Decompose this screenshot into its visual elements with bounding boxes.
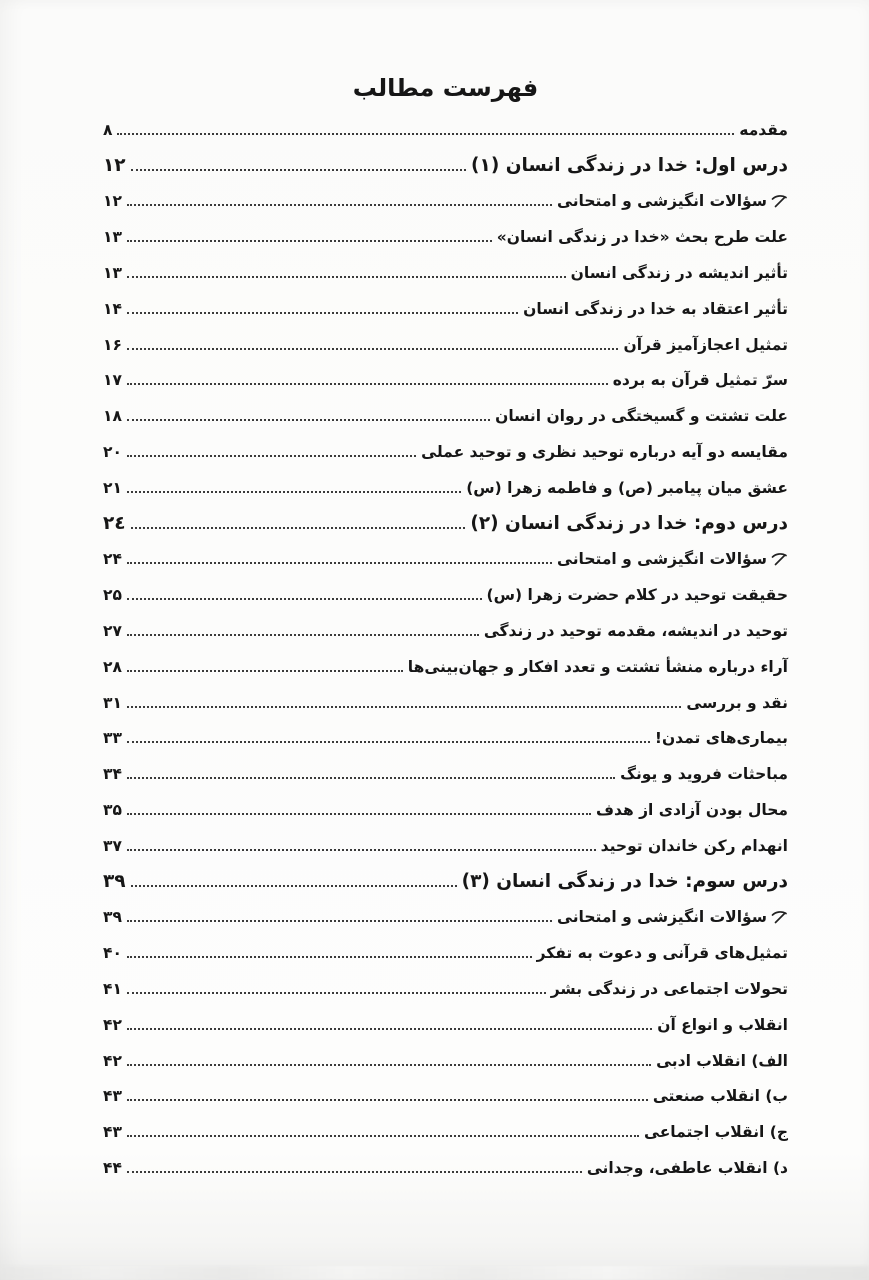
entry-page-number: ۱۲ bbox=[103, 155, 126, 177]
entry-page-number: ۲۰ bbox=[103, 443, 122, 462]
entry-title: بیماری‌های تمدن! bbox=[654, 729, 788, 748]
entry-title: محال بودن آزادی از هدف bbox=[596, 801, 788, 820]
entry-page-number: ۲۵ bbox=[103, 586, 122, 605]
entry-title: علت طرح بحث «خدا در زندگی انسان» bbox=[496, 228, 788, 247]
toc-entry-row bbox=[103, 935, 788, 971]
dotted-leader bbox=[127, 348, 619, 350]
toc-entry-row bbox=[103, 792, 788, 828]
toc-entry-row bbox=[103, 828, 788, 864]
entry-title: تحولات اجتماعی در زندگی بشر bbox=[550, 980, 788, 999]
dotted-leader bbox=[127, 634, 479, 636]
entry-page-number: ۱۳ bbox=[103, 228, 122, 247]
entry-title: عشق میان پیامبر (ص) و فاطمه زهرا (س) bbox=[466, 478, 788, 497]
toc-list bbox=[103, 112, 788, 1186]
toc-entry-row bbox=[103, 613, 788, 649]
entry-title: آراء درباره منشأ تشتت و تعدد افکار و جهان‌بینی‌ها bbox=[407, 657, 788, 676]
dotted-leader bbox=[127, 204, 552, 206]
toc-entry-row bbox=[103, 900, 788, 936]
dotted-leader bbox=[127, 670, 403, 672]
dotted-leader bbox=[127, 956, 532, 958]
toc-entry-row bbox=[103, 506, 788, 542]
toc-entry-row bbox=[103, 434, 788, 470]
toc-entry-row bbox=[103, 864, 788, 900]
entry-title: مقدمه bbox=[739, 120, 788, 139]
entry-page-number: ۲۷ bbox=[103, 622, 122, 641]
dotted-leader bbox=[127, 920, 552, 922]
toc-entry-row bbox=[103, 721, 788, 757]
entry-page-number: ۳۵ bbox=[103, 801, 122, 820]
entry-title: علت تشتت و گسیختگی در روان انسان bbox=[495, 407, 788, 426]
dotted-leader bbox=[127, 1028, 652, 1030]
dotted-leader bbox=[127, 741, 650, 743]
entry-title: مقایسه دو آیه درباره توحید نظری و توحید عملی bbox=[421, 443, 788, 462]
entry-title: ج) انقلاب اجتماعی bbox=[644, 1123, 788, 1142]
entry-page-number: ۴۳ bbox=[103, 1123, 122, 1142]
toc-entry-row bbox=[103, 1079, 788, 1115]
dotted-leader bbox=[127, 491, 461, 493]
toc-entry-row bbox=[103, 542, 788, 578]
scan-edge-artifact bbox=[0, 1266, 869, 1280]
dotted-leader bbox=[127, 1064, 651, 1066]
entry-title: تأثیر اعتقاد به خدا در زندگی انسان bbox=[523, 299, 788, 318]
entry-title: سؤالات انگیزشی و امتحانی bbox=[557, 908, 767, 927]
entry-page-number: ۲۴ bbox=[103, 550, 122, 569]
table-of-contents bbox=[103, 74, 788, 1186]
entry-page-number: ۲٤ bbox=[103, 513, 126, 535]
entry-title: انهدام رکن خاندان توحید bbox=[600, 836, 788, 855]
toc-entry-row bbox=[103, 756, 788, 792]
entry-title: سرّ تمثیل قرآن به برده bbox=[612, 371, 788, 390]
entry-page-number: ۴۰ bbox=[103, 944, 122, 963]
entry-page-number: ۴۴ bbox=[103, 1159, 122, 1177]
pen-flourish-icon bbox=[771, 552, 788, 566]
entry-page-number: ۳۹ bbox=[103, 908, 122, 927]
entry-page-number: ۱۸ bbox=[103, 407, 122, 426]
entry-page-number: ۱۲ bbox=[103, 192, 122, 211]
dotted-leader bbox=[127, 383, 608, 385]
pen-flourish-icon bbox=[771, 194, 788, 208]
dotted-leader bbox=[127, 312, 518, 314]
entry-page-number: ۴۲ bbox=[103, 1015, 122, 1034]
entry-title: تمثیل اعجازآمیز قرآن bbox=[623, 335, 788, 354]
entry-title: تأثیر اندیشه در زندگی انسان bbox=[570, 264, 788, 283]
entry-page-number: ۳۳ bbox=[103, 729, 122, 748]
entry-title: درس اول: خدا در زندگی انسان (۱) bbox=[471, 155, 788, 177]
entry-title: سؤالات انگیزشی و امتحانی bbox=[557, 192, 767, 211]
dotted-leader bbox=[117, 133, 734, 135]
dotted-leader bbox=[127, 849, 596, 851]
entry-title: سؤالات انگیزشی و امتحانی bbox=[557, 550, 767, 569]
pen-flourish-icon bbox=[771, 910, 788, 924]
entry-page-number: ۸ bbox=[103, 120, 113, 139]
entry-page-number: ۴۳ bbox=[103, 1087, 122, 1106]
entry-page-number: ۴۱ bbox=[103, 980, 122, 999]
entry-page-number: ۳۱ bbox=[103, 693, 122, 712]
entry-page-number: ۲۸ bbox=[103, 657, 122, 676]
toc-entry-row bbox=[103, 685, 788, 721]
toc-entry-row bbox=[103, 1043, 788, 1079]
entry-title: حقیقت توحید در کلام حضرت زهرا (س) bbox=[486, 586, 788, 605]
page-title: فهرست مطالب bbox=[352, 74, 539, 102]
dotted-leader bbox=[127, 813, 591, 815]
toc-entry-row bbox=[103, 1007, 788, 1043]
toc-entry-row bbox=[103, 1114, 788, 1150]
dotted-leader bbox=[127, 455, 416, 457]
toc-entry-row bbox=[103, 112, 788, 148]
dotted-leader bbox=[127, 562, 552, 564]
dotted-leader bbox=[127, 419, 490, 421]
entry-page-number: ۱۷ bbox=[103, 371, 122, 390]
entry-title: درس دوم: خدا در زندگی انسان (۲) bbox=[470, 513, 788, 535]
entry-title: تمثیل‌های قرآنی و دعوت به تفکر bbox=[536, 944, 788, 963]
entry-title: ب) انقلاب صنعتی bbox=[652, 1087, 788, 1106]
toc-entry-row bbox=[103, 398, 788, 434]
dotted-leader bbox=[127, 240, 492, 242]
toc-entry-row bbox=[103, 219, 788, 255]
toc-entry-row bbox=[103, 470, 788, 506]
toc-entry-row bbox=[103, 255, 788, 291]
entry-page-number: ۱۶ bbox=[103, 335, 122, 354]
entry-page-number: ۴۲ bbox=[103, 1051, 122, 1070]
dotted-leader bbox=[127, 777, 615, 779]
entry-title: نقد و بررسی bbox=[686, 693, 788, 712]
entry-page-number: ۳۴ bbox=[103, 765, 122, 784]
dotted-leader bbox=[127, 598, 482, 600]
entry-title: توحید در اندیشه، مقدمه توحید در زندگی bbox=[483, 622, 788, 641]
toc-entry-row bbox=[103, 291, 788, 327]
dotted-leader bbox=[131, 527, 466, 529]
dotted-leader bbox=[127, 276, 566, 278]
dotted-leader bbox=[131, 169, 466, 171]
toc-entry-row bbox=[103, 577, 788, 613]
toc-entry-row bbox=[103, 649, 788, 685]
dotted-leader bbox=[127, 1171, 582, 1173]
entry-title: درس سوم: خدا در زندگی انسان (۳) bbox=[461, 871, 788, 893]
toc-entry-row bbox=[103, 971, 788, 1007]
entry-title: انقلاب و انواع آن bbox=[657, 1015, 788, 1034]
entry-title: مباحثات فروید و یونگ bbox=[620, 765, 788, 784]
dotted-leader bbox=[127, 706, 681, 708]
entry-page-number: ۳۹ bbox=[103, 871, 126, 893]
dotted-leader bbox=[127, 1135, 639, 1137]
dotted-leader bbox=[131, 885, 457, 887]
entry-page-number: ۱۴ bbox=[103, 299, 122, 318]
entry-page-number: ۲۱ bbox=[103, 478, 122, 497]
toc-entry-row bbox=[103, 184, 788, 220]
toc-entry-row bbox=[103, 327, 788, 363]
entry-title: د) انقلاب عاطفی، وجدانی bbox=[586, 1159, 788, 1177]
toc-entry-row bbox=[103, 363, 788, 399]
dotted-leader bbox=[127, 992, 546, 994]
toc-entry-row bbox=[103, 148, 788, 184]
entry-page-number: ۱۳ bbox=[103, 264, 122, 283]
entry-page-number: ۳۷ bbox=[103, 836, 122, 855]
entry-title: الف) انقلاب ادبی bbox=[656, 1051, 788, 1070]
toc-entry-row bbox=[103, 1150, 788, 1186]
dotted-leader bbox=[127, 1099, 648, 1101]
